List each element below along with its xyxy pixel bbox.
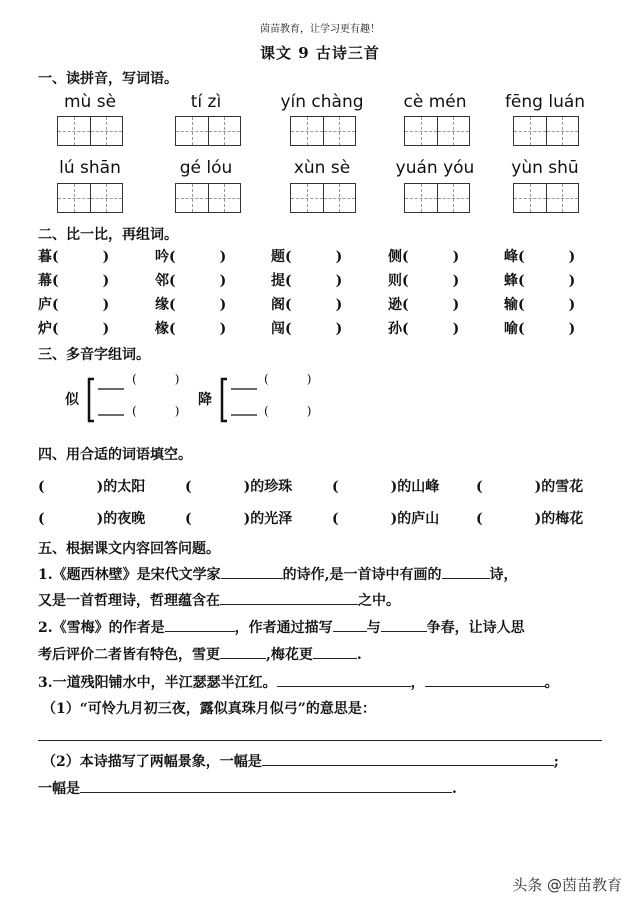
question-2-line-2: 考后评价二者皆有特色，雪更 ,梅花更 . [38, 644, 362, 664]
page-title: 课文 9 古诗三首 [260, 44, 380, 62]
fill-text: 的夜晚 [103, 511, 146, 527]
pinyin-6: lú shān [59, 158, 121, 178]
compare-item[interactable] [155, 294, 226, 314]
pinyin-1: mù sè [63, 92, 117, 112]
pinyin-8: xùn sè [293, 158, 351, 178]
section-3-heading: 三、多音字组词。 [38, 347, 150, 363]
writing-grid[interactable] [290, 183, 356, 213]
close-paren: ) [243, 511, 251, 527]
fill-item[interactable] [476, 476, 583, 496]
compare-char: 邻( [155, 273, 176, 289]
writing-grid[interactable] [57, 183, 123, 213]
compare-item[interactable] [388, 246, 459, 266]
open-paren: ( [185, 511, 192, 527]
compare-char: 侧( [388, 249, 409, 265]
close-paren: ) [219, 321, 227, 337]
close-paren: ) [96, 511, 104, 527]
compare-char: 幕( [38, 273, 59, 289]
close-paren: ) [534, 479, 542, 495]
open-paren: ( [38, 511, 45, 527]
blank[interactable] [220, 590, 358, 605]
blank[interactable] [381, 617, 427, 632]
close-paren: ) [102, 249, 110, 265]
writing-grid[interactable] [513, 116, 579, 146]
compare-char: 阁( [271, 297, 292, 313]
compare-char: 缘( [155, 297, 176, 313]
fill-item[interactable] [332, 476, 439, 496]
compare-char: 闯( [271, 321, 292, 337]
compare-char: 炉( [38, 321, 59, 337]
close-paren: ) [568, 297, 576, 313]
close-paren: ) [452, 273, 460, 289]
pinyin-7: gé lóu [179, 158, 233, 178]
fill-text: 的珍珠 [250, 479, 293, 495]
writing-grid[interactable] [404, 116, 470, 146]
close-paren: ) [335, 249, 343, 265]
compare-item[interactable] [38, 318, 109, 338]
fill-item[interactable] [332, 508, 439, 528]
open-paren: ( [38, 479, 45, 495]
compare-item[interactable] [38, 246, 109, 266]
blank[interactable] [262, 751, 554, 766]
compare-char: 庐( [38, 297, 59, 313]
compare-item[interactable] [155, 270, 226, 290]
compare-item[interactable] [388, 318, 459, 338]
close-paren: ) [243, 479, 251, 495]
polyphone-paren: ( ) [264, 404, 312, 418]
open-paren: ( [185, 479, 192, 495]
close-paren: ) [102, 297, 110, 313]
blank[interactable] [80, 778, 452, 793]
compare-item[interactable] [504, 294, 575, 314]
compare-item[interactable] [271, 246, 342, 266]
fill-text: 的山峰 [397, 479, 440, 495]
fill-text: 的庐山 [397, 511, 440, 527]
fill-item[interactable] [185, 476, 292, 496]
writing-grid[interactable] [290, 116, 356, 146]
writing-grid[interactable] [513, 183, 579, 213]
polyphone-paren: ( ) [132, 372, 180, 386]
slogan: 茵苗教育，让学习更有趣！ [260, 24, 380, 35]
fill-item[interactable] [476, 508, 583, 528]
blank[interactable] [313, 644, 357, 659]
section-4-heading: 四、用合适的词语填空。 [38, 447, 192, 463]
question-2-line-1: 2.《雪梅》的作者是 ，作者通过描写 与 争春，让诗人思 [38, 617, 525, 637]
blank[interactable] [442, 564, 490, 579]
answer-line[interactable] [38, 740, 602, 741]
close-paren: ) [568, 273, 576, 289]
fill-text: 的太阳 [103, 479, 146, 495]
compare-item[interactable] [504, 318, 575, 338]
close-paren: ) [102, 273, 110, 289]
compare-item[interactable] [388, 270, 459, 290]
pinyin-2: tí zì [190, 92, 222, 112]
pinyin-5: fēng luán [504, 92, 586, 112]
question-3-line: 3.一道残阳铺水中，半江瑟瑟半江红。 ， 。 [38, 672, 559, 692]
blank[interactable] [277, 672, 411, 687]
blank[interactable] [425, 672, 545, 687]
open-paren: ( [476, 479, 483, 495]
close-paren: ) [452, 297, 460, 313]
fill-item[interactable] [185, 508, 292, 528]
close-paren: ) [219, 297, 227, 313]
question-3-sub-3: 一幅是 . [38, 778, 457, 798]
close-paren: ) [390, 511, 398, 527]
close-paren: ) [96, 479, 104, 495]
blank[interactable] [221, 564, 283, 579]
compare-char: 椽( [155, 321, 176, 337]
compare-char: 提( [271, 273, 292, 289]
open-paren: ( [476, 511, 483, 527]
close-paren: ) [568, 249, 576, 265]
section-1-heading: 一、读拼音，写词语。 [38, 71, 178, 87]
compare-item[interactable] [271, 318, 342, 338]
close-paren: ) [452, 249, 460, 265]
close-paren: ) [335, 297, 343, 313]
writing-grid[interactable] [404, 183, 470, 213]
close-paren: ) [452, 321, 460, 337]
question-3-sub-1: （1）“可怜九月初三夜，露似真珠月似弓”的意思是： [42, 701, 376, 717]
fill-item[interactable] [38, 476, 145, 496]
pinyin-10: yùn shū [511, 158, 579, 178]
question-3-sub-2: （2）本诗描写了两幅景象，一幅是 ; [42, 751, 559, 771]
compare-item[interactable] [271, 270, 342, 290]
close-paren: ) [568, 321, 576, 337]
pinyin-9: yuán yóu [395, 158, 475, 178]
compare-char: 喻( [504, 321, 525, 337]
blank[interactable] [333, 617, 367, 632]
close-paren: ) [534, 511, 542, 527]
pinyin-3: yín chàng [280, 92, 364, 112]
compare-char: 峰( [504, 249, 525, 265]
watermark: 头条 @茵苗教育 [512, 876, 622, 894]
compare-char: 吟( [155, 249, 176, 265]
open-paren: ( [332, 511, 339, 527]
writing-grid[interactable] [175, 183, 241, 213]
pinyin-4: cè mén [403, 92, 467, 112]
writing-grid[interactable] [175, 116, 241, 146]
compare-item[interactable] [38, 270, 109, 290]
compare-char: 输( [504, 297, 525, 313]
writing-grid[interactable] [57, 116, 123, 146]
compare-char: 蜂( [504, 273, 525, 289]
close-paren: ) [102, 321, 110, 337]
polyphone-char-1: 似 [65, 392, 79, 408]
compare-item[interactable] [504, 270, 575, 290]
polyphone-paren: ( ) [132, 404, 180, 418]
blank[interactable] [220, 644, 266, 659]
blank[interactable] [165, 617, 235, 632]
compare-char: 逊( [388, 297, 409, 313]
fill-text: 的光泽 [250, 511, 293, 527]
compare-item[interactable] [271, 294, 342, 314]
close-paren: ) [390, 479, 398, 495]
compare-item[interactable] [38, 294, 109, 314]
close-paren: ) [335, 321, 343, 337]
fill-text: 的雪花 [541, 479, 584, 495]
question-1-line-1: 1.《题西林壁》是宋代文学家 的诗作,是一首诗中有画的 诗， [38, 564, 518, 584]
compare-item[interactable] [155, 246, 226, 266]
compare-item[interactable] [388, 294, 459, 314]
close-paren: ) [335, 273, 343, 289]
question-1-line-2: 又是一首哲理诗，哲理蕴含在 之中。 [38, 590, 400, 610]
compare-char: 则( [388, 273, 409, 289]
compare-item[interactable] [504, 246, 575, 266]
close-paren: ) [219, 249, 227, 265]
compare-char: 暮( [38, 249, 59, 265]
section-2-heading: 二、比一比，再组词。 [38, 227, 178, 243]
open-paren: ( [332, 479, 339, 495]
compare-char: 题( [271, 249, 292, 265]
close-paren: ) [219, 273, 227, 289]
compare-item[interactable] [155, 318, 226, 338]
polyphone-paren: ( ) [264, 372, 312, 386]
compare-char: 孙( [388, 321, 409, 337]
fill-text: 的梅花 [541, 511, 584, 527]
polyphone-char-2: 降 [198, 392, 212, 408]
fill-item[interactable] [38, 508, 145, 528]
section-5-heading: 五、根据课文内容回答问题。 [38, 541, 220, 557]
